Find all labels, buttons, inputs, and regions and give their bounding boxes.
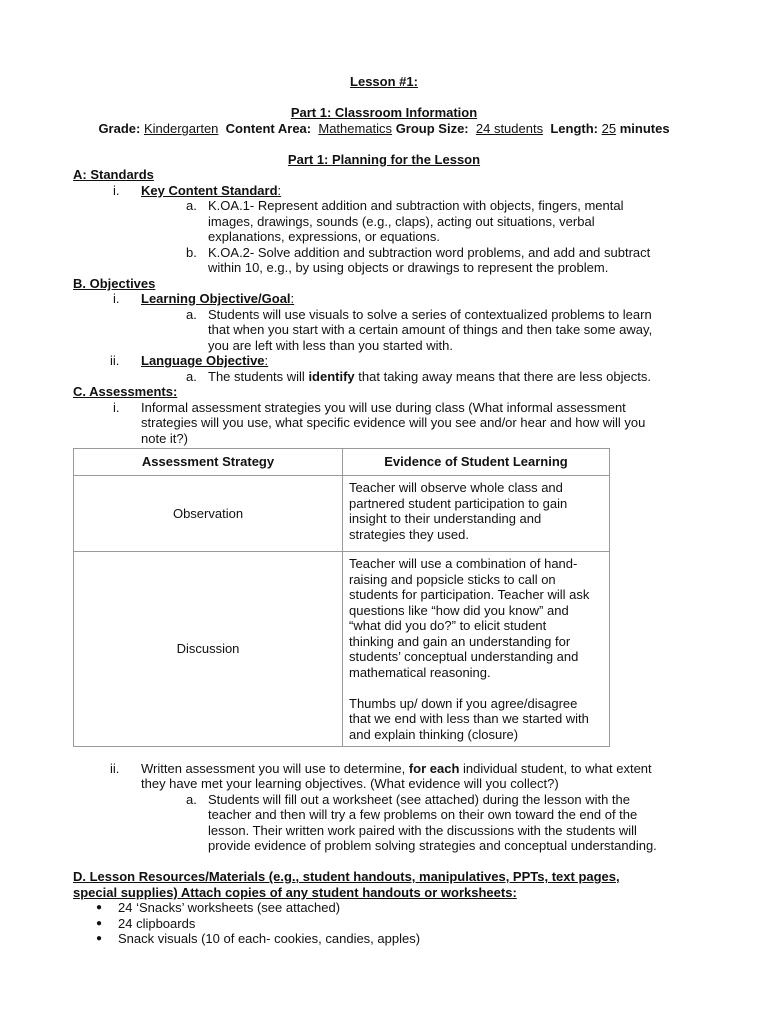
evidence-line: Thumbs up/ down if you agree/disagree [349, 695, 578, 711]
objectives-ii-num: ii. [110, 353, 120, 368]
length-value: 25 [601, 121, 617, 136]
objective-a-line: you are left with less than you started with. [208, 338, 453, 353]
table-row [74, 476, 610, 552]
evidence-line: partnered student participation to gain [349, 495, 568, 511]
written-assessment-a-line: Students will fill out a worksheet (see attached) during the lesson with the [208, 792, 631, 807]
standards-heading: A: Standards [73, 167, 154, 182]
objectives-heading: B. Objectives [73, 276, 156, 291]
evidence-spacer [349, 680, 603, 696]
length-label: Length: [550, 121, 598, 136]
evidence-line: “what did you do?” to elicit student [349, 618, 547, 633]
evidence-line: strategies they used. [349, 526, 469, 542]
objective-a-num: a. [186, 307, 197, 322]
strategy-cell: Observation [74, 476, 343, 552]
bullet-icon: ● [96, 918, 103, 929]
written-assessment-a-num: a. [186, 792, 197, 807]
bullet-icon: ● [96, 902, 103, 913]
evidence-line: raising and popsicle sticks to call on [349, 571, 556, 587]
list-item: 24 clipboards [118, 916, 196, 931]
content-area-value: Mathematics [318, 121, 393, 136]
classroom-info-line [0, 121, 768, 137]
evidence-line: questions like “how did you know” and [349, 602, 569, 618]
evidence-cell [343, 476, 610, 552]
lesson-title: Lesson #1: [350, 74, 418, 89]
assessments-heading: C. Assessments: [73, 384, 178, 399]
assessments-i-line: strategies will you use, what specific evidence will you see and/or hear and how will you [141, 415, 646, 430]
evidence-line: students’ conceptual understanding and [349, 649, 579, 664]
column-header: Assessment Strategy [74, 449, 343, 476]
evidence-line: Teacher will observe whole class and [349, 480, 563, 495]
key-content-standard-label: Key Content Standard: [141, 183, 282, 198]
planning-heading: Part 1: Planning for the Lesson [287, 152, 481, 167]
written-assessment-a-line: provide evidence of problem solving strategies and conceptual understanding. [208, 838, 657, 853]
standard-b-num: b. [186, 245, 197, 260]
learning-objective-label: Learning Objective/Goal: [141, 291, 295, 306]
evidence-line: insight to their understanding and [349, 511, 542, 526]
standard-a-line: explanations, expressions, or equations. [208, 229, 440, 244]
objectives-i-num: i. [113, 291, 120, 306]
bullet-icon: ● [96, 933, 103, 944]
language-objective-a-num: a. [186, 369, 197, 384]
evidence-cell [343, 552, 610, 747]
evidence-line: students for participation. Teacher will ask [349, 587, 590, 602]
group-size-label: Group Size: [395, 121, 469, 136]
written-assessment-a-line: teacher and then will try a few problems on their own toward the end of the [208, 807, 638, 822]
list-item: 24 ‘Snacks’ worksheets (see attached) [118, 900, 341, 915]
evidence-line: mathematical reasoning. [349, 664, 491, 680]
evidence-line: thinking and gain an understanding for [349, 633, 571, 649]
length-unit: minutes [619, 121, 670, 136]
written-assessment-line: they have met your learning objectives. (What evidence will you collect?) [141, 776, 559, 791]
resources-heading: special supplies) Attach copies of any student handouts or worksheets: [73, 885, 517, 900]
grade-value: Kindergarten [143, 121, 219, 136]
resources-heading: D. Lesson Resources/Materials (e.g., student handouts, manipulatives, PPTs, text pages, [73, 869, 620, 884]
assessment-table [73, 448, 610, 747]
assessments-i-line: Informal assessment strategies you will use during class (What informal assessment [141, 400, 626, 415]
language-objective-label: Language Objective: [141, 353, 269, 368]
evidence-line: Teacher will use a combination of hand- [349, 556, 578, 571]
assessments-i-num: i. [113, 400, 120, 415]
standard-b-line: K.OA.2- Solve addition and subtraction word problems, and add and subtract [208, 245, 651, 260]
standard-a-line: K.OA.1- Represent addition and subtraction with objects, fingers, mental [208, 198, 624, 213]
list-item: Snack visuals (10 of each- cookies, candies, apples) [118, 931, 421, 946]
group-size-value: 24 students [475, 121, 544, 136]
table-header-row [74, 449, 610, 476]
part1-heading: Part 1: Classroom Information [290, 105, 478, 120]
assessments-ii-num: ii. [110, 761, 120, 776]
table-row [74, 552, 610, 747]
evidence-line: that we end with less than we started with [349, 711, 589, 726]
standards-i-num: i. [113, 183, 120, 198]
written-assessment-line: Written assessment you will use to determine, for each individual student, to what extent [141, 761, 652, 776]
objective-a-line: Students will use visuals to solve a series of contextualized problems to learn [208, 307, 652, 322]
standard-a-num: a. [186, 198, 197, 213]
written-assessment-a-line: lesson. Their written work paired with the discussions with the students will [208, 823, 637, 838]
standard-a-line: images, drawings, sounds (e.g., claps), acting out situations, verbal [208, 214, 595, 229]
evidence-line: and explain thinking (closure) [349, 726, 519, 742]
column-header: Evidence of Student Learning [343, 449, 610, 476]
grade-label: Grade: [98, 121, 141, 136]
standard-b-line: within 10, e.g., by using objects or drawings to represent the problem. [208, 260, 609, 275]
content-area-label: Content Area: [225, 121, 312, 136]
objective-a-line: that when you start with a certain amount of things and then take some away, [208, 322, 653, 337]
language-objective-text: The students will identify that taking away means that there are less objects. [208, 369, 651, 384]
strategy-cell: Discussion [74, 552, 343, 747]
assessments-i-line: note it?) [141, 431, 188, 446]
